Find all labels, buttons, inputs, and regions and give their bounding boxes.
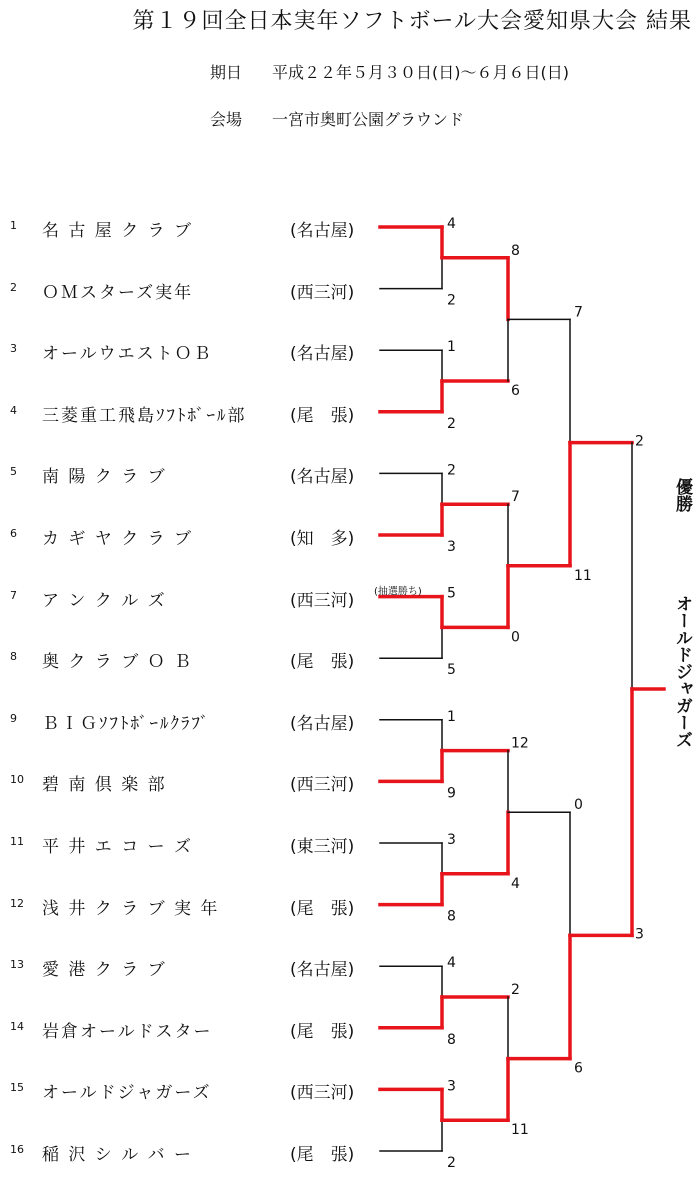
round2-score: 8: [511, 242, 520, 259]
team-number: 1: [10, 219, 17, 232]
final-score: 3: [635, 926, 644, 943]
team-score: 2: [447, 292, 456, 309]
venue-label: 会場: [210, 110, 243, 129]
round3-score: 7: [574, 304, 583, 321]
team-region: (西三河): [290, 282, 355, 303]
team-score: 9: [447, 785, 456, 802]
date-value: 平成２２年５月３０日(日)～６月６日(日): [272, 63, 569, 82]
team-name: オールウエストＯＢ: [42, 344, 213, 365]
round2-score: 7: [511, 489, 520, 506]
page-title: 第１９回全日本実年ソフトボール大会愛知県大会 結果: [132, 9, 692, 34]
team-number: 12: [10, 896, 24, 910]
team-region: (名古屋): [290, 960, 355, 981]
team-region: (尾 張): [290, 1145, 355, 1165]
team-name: 岩倉オールドスター: [42, 1021, 213, 1042]
champion-team: オールドジャガーズ: [672, 595, 692, 748]
final-score: 2: [635, 433, 644, 450]
team-name: 稲 沢 シ ル バ ー: [42, 1145, 194, 1165]
team-score: 8: [447, 1031, 456, 1048]
team-score: 3: [447, 832, 456, 848]
round3-score: 0: [574, 797, 583, 814]
round2-score: 0: [511, 629, 520, 646]
team-region: (尾 張): [290, 1021, 355, 1042]
team-region: (尾 張): [290, 405, 355, 426]
team-region: (西三河): [290, 590, 355, 611]
team-score: 1: [447, 708, 456, 725]
team-score: 5: [447, 585, 456, 602]
team-region: (名古屋): [290, 344, 355, 365]
team-score: 2: [447, 1155, 456, 1171]
team-region: (尾 張): [290, 652, 355, 673]
team-number: 7: [10, 588, 17, 602]
team-number: 13: [10, 958, 24, 972]
round2-score: 4: [511, 875, 520, 892]
team-number: 14: [10, 1019, 24, 1033]
team-region: (名古屋): [290, 467, 355, 488]
team-number: 2: [10, 280, 17, 294]
team-number: 15: [10, 1081, 24, 1095]
team-name: 三菱重工飛島ｿﾌﾄﾎﾞｰﾙ部: [42, 405, 247, 426]
champion-label: 優勝: [672, 478, 692, 512]
team-name: オールドジャガーズ: [42, 1083, 212, 1104]
team-name: ＢＩＧｿﾌﾄﾎﾞｰﾙｸﾗﾌﾞ: [42, 713, 211, 734]
team-region: (名古屋): [290, 221, 355, 241]
team-name: 奥 ク ラ ブ Ｏ Ｂ: [42, 652, 194, 673]
team-region: (名古屋): [290, 713, 355, 734]
team-name: カ ギ ヤ ク ラ ブ: [42, 529, 194, 549]
date-label: 期日: [210, 63, 243, 82]
team-number: 8: [10, 650, 17, 664]
team-region: (西三河): [290, 1083, 355, 1104]
team-score: 4: [447, 216, 456, 232]
team-number: 16: [10, 1143, 24, 1156]
team-score: 1: [447, 339, 456, 356]
team-score: 2: [447, 462, 456, 479]
team-name: ＯＭスターズ実年: [42, 282, 194, 303]
team-name: 碧 南 倶 楽 部: [42, 775, 167, 796]
team-name: 平 井 エ コ ー ズ: [42, 837, 194, 857]
team-region: (知 多): [290, 529, 355, 549]
team-region: (尾 張): [290, 898, 355, 919]
team-name: 南 陽 ク ラ ブ: [42, 467, 167, 488]
team-name: ア ン ク ル ズ: [42, 590, 167, 611]
team-number: 3: [10, 342, 17, 356]
team-number: 6: [10, 527, 17, 540]
team-number: 5: [10, 465, 17, 479]
round2-score: 11: [511, 1122, 529, 1139]
lottery-note: (抽選勝ち): [374, 586, 422, 598]
round3-score: 11: [574, 567, 592, 584]
round2-score: 2: [511, 982, 520, 998]
team-score: 3: [447, 539, 456, 555]
team-region: (西三河): [290, 775, 355, 796]
venue-value: 一宮市奥町公園グラウンド: [272, 110, 465, 129]
team-score: 5: [447, 662, 456, 679]
team-name: 愛 港 ク ラ ブ: [42, 960, 167, 981]
team-region: (東三河): [290, 837, 355, 857]
team-score: 2: [447, 415, 456, 432]
round2-score: 12: [511, 735, 529, 752]
team-number: 4: [10, 403, 17, 417]
team-score: 8: [447, 908, 456, 925]
team-number: 10: [10, 773, 24, 787]
team-name: 浅 井 ク ラ ブ 実 年: [42, 898, 220, 919]
team-number: 11: [10, 835, 24, 848]
round3-score: 6: [574, 1060, 583, 1077]
round2-score: 6: [511, 383, 520, 399]
team-score: 4: [447, 955, 456, 972]
team-number: 9: [10, 711, 17, 725]
team-score: 3: [447, 1078, 456, 1095]
team-name: 名 古 屋 ク ラ ブ: [42, 221, 194, 241]
